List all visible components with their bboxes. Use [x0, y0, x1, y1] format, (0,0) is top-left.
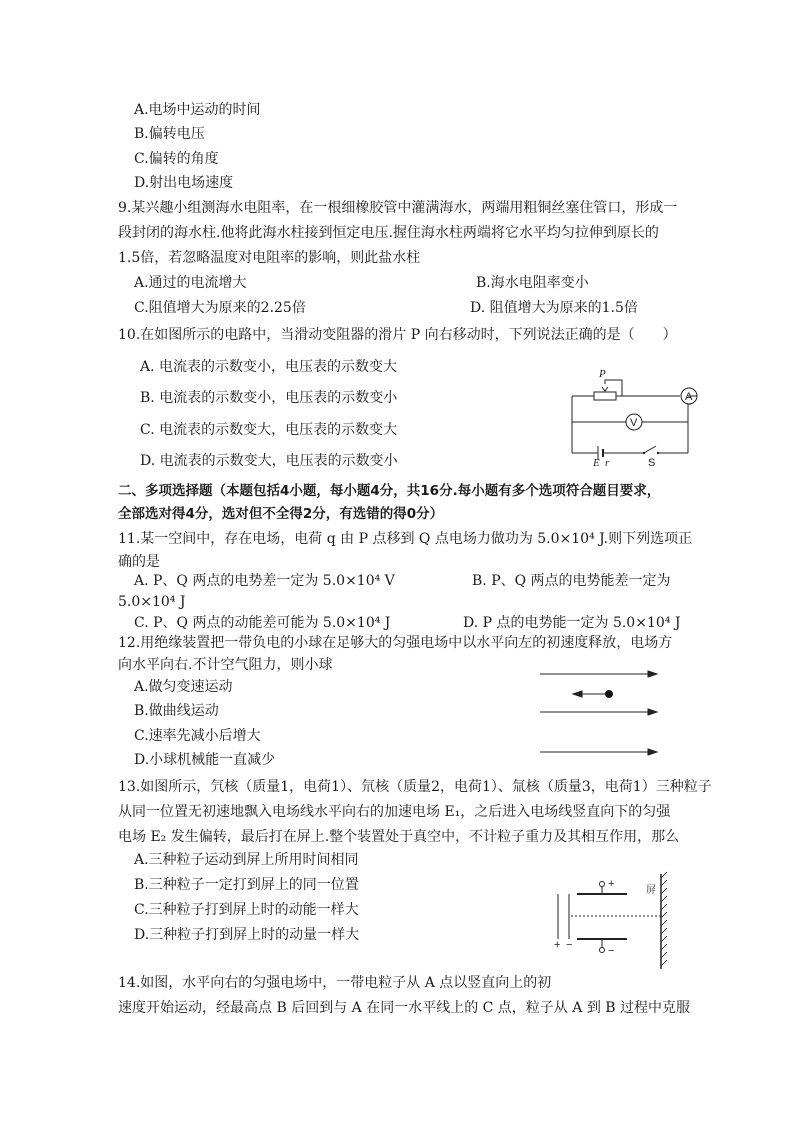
q10-option-b: B. 电流表的示数变小，电压表的示数变小	[140, 390, 398, 406]
q12-stem-line1: 12.用绝缘装置把一带负电的小球在足够大的匀强电场中以水平向左的初速度释放，电场方	[118, 635, 673, 651]
q13-option-b: B.三种粒子一定打到屏上的同一位置	[134, 877, 359, 893]
q10-option-a: A. 电流表的示数变小，电压表的示数变大	[140, 359, 398, 375]
q13-label-minus-left: −	[566, 939, 573, 951]
q14-stem-line2: 速度开始运动，经最高点 B 后回到与 A 在同一水平线上的 C 点，粒子从 A 到 B 过程中克服	[118, 1000, 691, 1016]
q9-option-a: A.通过的电流增大	[134, 275, 247, 291]
q10-label-emf: E	[593, 457, 600, 469]
q12-field-diagram	[535, 664, 665, 764]
q10-label-switch: S	[648, 457, 656, 469]
q10-option-d: D. 电流表的示数变大，电压表的示数变小	[140, 453, 398, 469]
q10-label-r: r	[605, 457, 610, 469]
q13-label-plus-top: +	[608, 878, 615, 890]
q8-option-a: A.电场中运动的时间	[134, 102, 261, 118]
q11-stem-line1: 11.某一空间中，存在电场，电荷 q 由 P 点移到 Q 点电场力做功为 5.0×10⁴ J.则下列选项正	[118, 531, 693, 547]
q9-stem-line3: 1.5倍，若忽略温度对电阻率的影响，则此盐水柱	[118, 250, 421, 266]
q10-label-voltmeter: V	[630, 417, 638, 429]
q10-option-c: C. 电流表的示数变大，电压表的示数变大	[140, 422, 398, 438]
q11-option-b-cont: 5.0×10⁴ J	[118, 594, 186, 610]
q10-label-p: P	[599, 368, 606, 380]
q10-circuit-diagram	[560, 362, 700, 467]
q8-option-d: D.射出电场速度	[134, 175, 234, 191]
q11-option-c: C. P、Q 两点的动能差可能为 5.0×10⁴ J	[134, 615, 391, 631]
q11-option-d: D. P 点的电势能一定为 5.0×10⁴ J	[463, 615, 681, 631]
section2-title-line1: 二、多项选择题（本题包括4小题，每小题4分，共16分.每小题有多个选项符合题目要求，	[118, 483, 661, 499]
q13-label-minus-bottom: −	[608, 945, 615, 957]
q10-label-ammeter: A	[685, 391, 693, 403]
q12-option-c: C.速率先减小后增大	[134, 728, 261, 744]
charged-ball-icon	[605, 690, 613, 698]
q13-stem-line3: 电场 E₂ 发生偏转，最后打在屏上.整个装置处于真空中，不计粒子重力及其相互作用，那么	[118, 829, 680, 845]
q13-stem-line1: 13.如图所示，氕核（质量1，电荷1）、氘核（质量2，电荷1）、氚核（质量3，电荷1）三种粒子	[118, 779, 712, 795]
q13-stem-line2: 从同一位置无初速地飘入电场线水平向右的加速电场 E₁，之后进入电场线竖直向下的匀强	[118, 804, 671, 820]
section2-title-line2: 全部选对得4分，选对但不全得2分，有选错的得0分）	[118, 506, 444, 522]
q12-option-a: A.做匀变速运动	[134, 679, 233, 695]
q11-stem-line2: 确的是	[118, 554, 160, 570]
q13-label-screen: 屏	[646, 885, 656, 896]
q13-accelerator-diagram	[545, 872, 675, 972]
q13-option-a: A.三种粒子运动到屏上所用时间相同	[134, 852, 359, 868]
q14-stem-line1: 14.如图，水平向右的匀强电场中，一带电粒子从 A 点以竖直向上的初	[118, 975, 552, 991]
q11-option-b: B. P、Q 两点的电势能差一定为	[472, 573, 671, 589]
q9-option-d: D. 阻值增大为原来的1.5倍	[470, 300, 638, 316]
q13-option-d: D.三种粒子打到屏上时的动量一样大	[134, 927, 360, 943]
q8-option-c: C.偏转的角度	[134, 151, 219, 167]
q13-option-c: C.三种粒子打到屏上时的动能一样大	[134, 902, 359, 918]
q9-option-c: C.阻值增大为原来的2.25倍	[134, 300, 306, 316]
q8-option-b: B.偏转电压	[134, 126, 205, 142]
q12-option-d: D.小球机械能一直减少	[134, 752, 276, 768]
q13-label-plus-left: +	[554, 939, 561, 951]
q10-stem: 10.在如图所示的电路中，当滑动变阻器的滑片 P 向右移动时，下列说法正确的是（ ）	[118, 327, 677, 343]
q9-stem-line1: 9.某兴趣小组测海水电阻率，在一根细橡胶管中灌满海水，两端用粗铜丝塞住管口，形成一	[118, 200, 678, 216]
q9-stem-line2: 段封闭的海水柱.他将此海水柱接到恒定电压.握住海水柱两端将它水平均匀拉伸到原长的	[118, 225, 659, 241]
q12-stem-line2: 向水平向右.不计空气阻力，则小球	[118, 657, 333, 673]
q9-option-b: B.海水电阻率变小	[476, 275, 589, 291]
q11-option-a: A. P、Q 两点的电势差一定为 5.0×10⁴ V	[134, 573, 395, 589]
q12-option-b: B.做曲线运动	[134, 703, 219, 719]
